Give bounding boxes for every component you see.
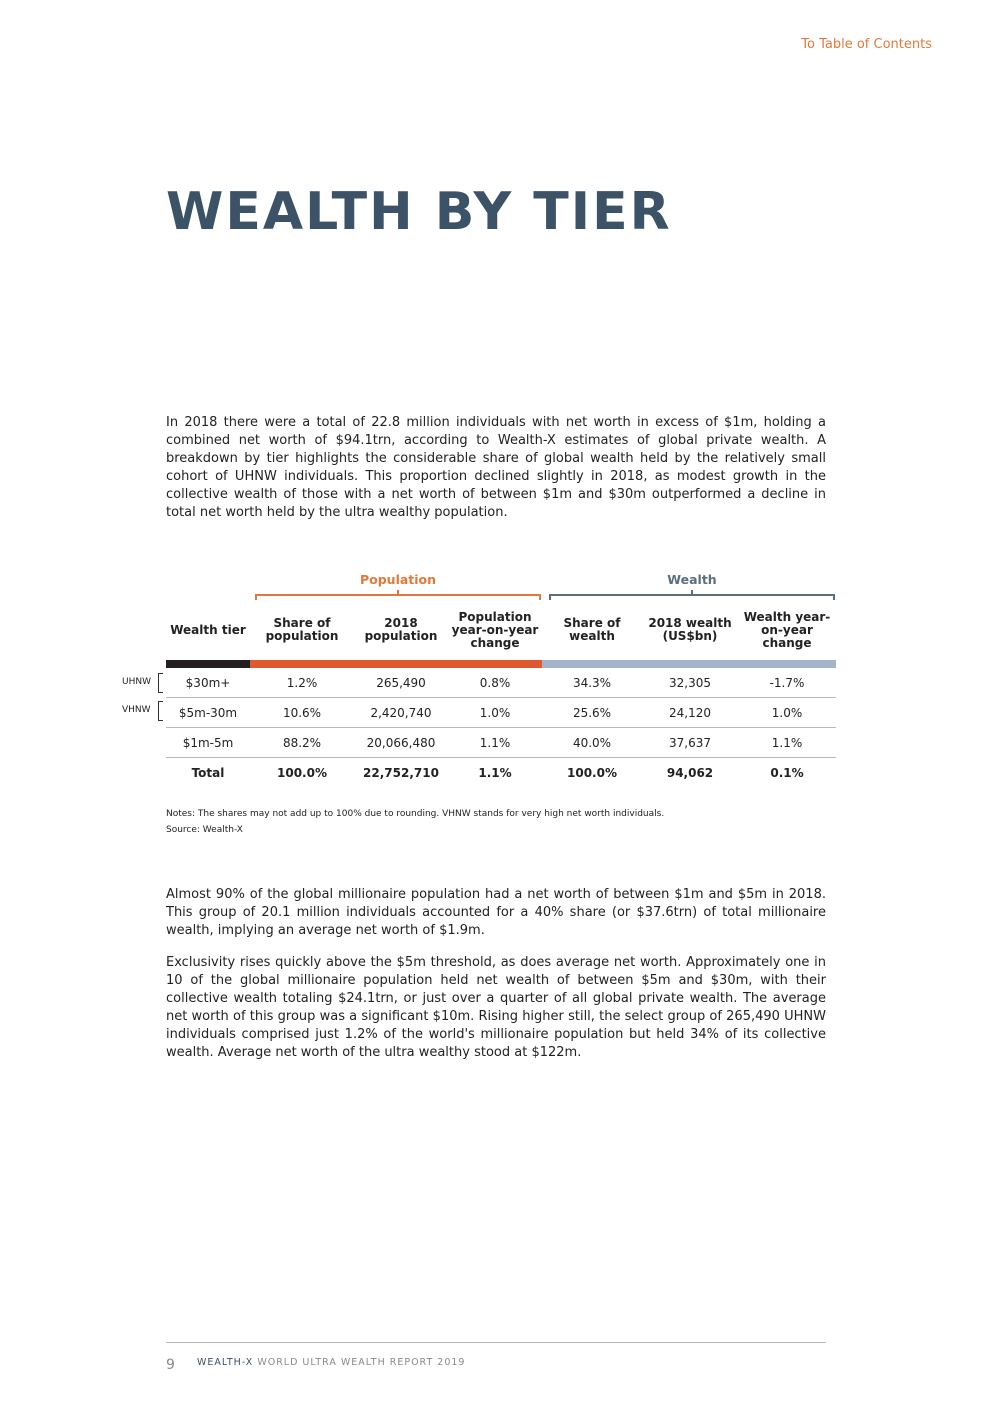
table-cell: 1.0%	[738, 698, 836, 728]
footer-report-name: WORLD ULTRA WEALTH REPORT 2019	[257, 1357, 466, 1368]
table-cell: 37,637	[642, 728, 738, 758]
header-population-yoy-change: Population year-on-year change	[451, 609, 539, 650]
table-cell: 25.6%	[542, 698, 642, 728]
vhnw-row-label: VHNW	[122, 705, 151, 715]
header-wealth-tier: Wealth tier	[170, 622, 246, 637]
table-cell: 1.0%	[448, 698, 542, 728]
table-cell: 22,752,710	[363, 765, 439, 780]
table-cell: 34.3%	[542, 668, 642, 698]
population-group-heading: Population	[359, 572, 437, 587]
table-cell: 1.1%	[478, 765, 512, 780]
page-title: WEALTH BY TIER	[166, 182, 672, 242]
table-cell: 1.1%	[448, 728, 542, 758]
body-paragraph: Almost 90% of the global millionaire population had a net worth of between $1m and $5m in 2018. This group of 20.1 million individuals accounted for a 40% share (or $37.6trn) of total millionaire wealth, implying an average net worth of $1.9m.	[166, 887, 826, 938]
header-wealth-yoy-change: Wealth year-on-year change	[743, 609, 831, 650]
table-cell: 2,420,740	[354, 698, 448, 728]
table-cell: 32,305	[642, 668, 738, 698]
page-number: 9	[166, 1357, 175, 1373]
table-source: Source: Wealth-X	[166, 825, 243, 835]
table-header-row	[166, 600, 836, 660]
table-cell: 10.6%	[250, 698, 354, 728]
table-cell: -1.7%	[738, 668, 836, 698]
table-cell: 100.0%	[277, 765, 327, 780]
intro-paragraph: In 2018 there were a total of 22.8 million individuals with net worth in excess of $1m, holding a combined net worth of $94.1trn, according to Wealth-X estimates of global private wealth. A breakdown by tier highlights the considerable share of global wealth held by the relatively small cohort of UHNW individuals. This proportion declined slightly in 2018, as modest growth in the collective wealth of those with a net worth of between $1m and $30m outperformed a decline in total net worth held by the ultra wealthy population.	[166, 415, 826, 520]
table-cell: Total	[191, 765, 225, 780]
table-total-row	[166, 758, 836, 788]
table-cell: 88.2%	[250, 728, 354, 758]
header-share-of-wealth: Share of wealth	[563, 616, 621, 643]
table-cell: $1m-5m	[166, 728, 250, 758]
table-notes: Notes: The shares may not add up to 100% due to rounding. VHNW stands for very high net worth individuals.	[166, 809, 665, 819]
footer-divider	[166, 1342, 826, 1343]
header-share-of-population: Share of population	[265, 616, 339, 643]
table-row	[166, 668, 836, 698]
table-cell: 1.1%	[738, 728, 836, 758]
table-cell: 0.1%	[770, 765, 804, 780]
table-cell: 24,120	[642, 698, 738, 728]
table-cell: 265,490	[354, 668, 448, 698]
table-cell: 100.0%	[567, 765, 617, 780]
footer-brand: WEALTH-X	[197, 1357, 254, 1368]
table-cell: 20,066,480	[354, 728, 448, 758]
table-of-contents-link[interactable]: To Table of Contents	[801, 37, 932, 52]
wealth-tier-table	[166, 600, 836, 787]
table-cell: $30m+	[166, 668, 250, 698]
wealth-group-heading: Wealth	[667, 572, 717, 587]
header-2018-population: 2018 population	[364, 616, 438, 643]
table-cell: 40.0%	[542, 728, 642, 758]
body-paragraph: Exclusivity rises quickly above the $5m threshold, as does average net worth. Approximately one in 10 of the global millionaire population held net wealth of between $5m and $30m, with their collective wealth totaling $24.1trn, or just over a quarter of all global private wealth. The average net worth of this group was a significant $10m. Rising higher still, the select group of 265,490 UHNW individuals comprised just 1.2% of the world's millionaire population but held 34% of its collective wealth. Average net worth of the ultra wealthy stood at $122m.	[166, 955, 826, 1060]
table-cell: 1.2%	[250, 668, 354, 698]
header-2018-wealth: 2018 wealth (US$bn)	[648, 616, 732, 643]
footer-report-title	[197, 1357, 465, 1368]
table-row	[166, 728, 836, 758]
table-cell: 94,062	[666, 765, 714, 780]
table-row	[166, 698, 836, 728]
table-cell: 0.8%	[448, 668, 542, 698]
uhnw-row-label: UHNW	[122, 677, 151, 687]
table-color-bar	[166, 660, 836, 668]
table-cell: $5m-30m	[166, 698, 250, 728]
